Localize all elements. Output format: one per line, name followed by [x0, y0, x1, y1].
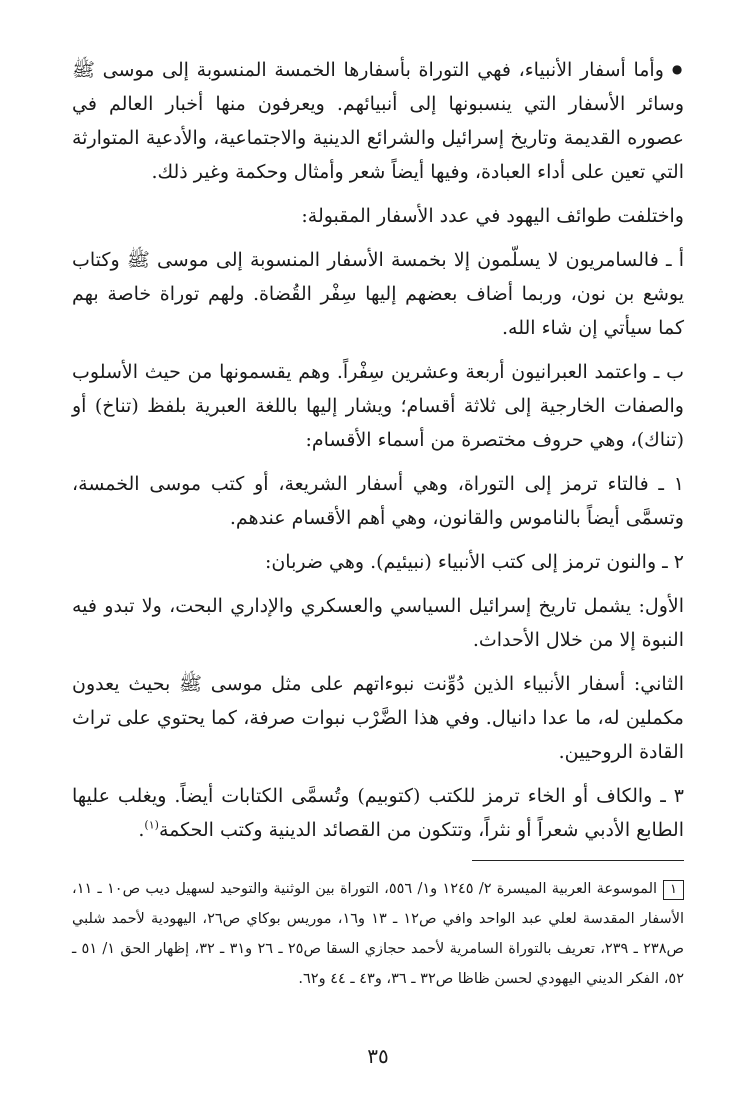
- footnote-number: ١: [663, 880, 684, 900]
- paragraph-torah: ١ ـ فالتاء ترمز إلى التوراة، وهي أسفار الشريعة، أو كتب موسى الخمسة، وتسمَّى أيضاً بالناموس والقانون، وهي أهم الأقسام عندهم.: [72, 473, 684, 529]
- paragraph-sects-intro: واختلفت طوائف اليهود في عدد الأسفار المقبولة:: [301, 205, 684, 227]
- paragraph-ketuvim: [72, 779, 684, 847]
- page-number: ٣٥: [367, 1044, 389, 1068]
- paragraph-ketuvim-text: ٣ ـ والكاف أو الخاء ترمز للكتب (كتوبيم) وتُسمَّى الكتابات أيضاً. ويغلب عليها الطابع الأدبي شعراً أو نثراً، وتتكون من القصائد الدينية وكتب الحكمة: [72, 785, 684, 841]
- paragraph-second-kind: الثاني: أسفار الأنبياء الذين دُوِّنت نبوءاتهم على مثل موسى ﷺ بحيث يعدون مكملين له، ما عدا دانيال. وفي هذا الضَّرْب نبوات صرفة، كما يحتوي على تراث القادة الروحيين.: [72, 673, 684, 763]
- footnote-text: الموسوعة العربية الميسرة ٢/ ١٢٤٥ و١/ ٥٥٦، التوراة بين الوثنية والتوحيد لسهيل ديب ص١٠ ـ ١١، الأسفار المقدسة لعلي عبد الواحد وافي ص١٢ ـ ١٣ و١٦، موريس بوكاي ص٢٦، اليهودية لأحمد شلبي ص٢٣٨ ـ ٢٣٩، تعريف بالتوراة السامرية لأحمد حجازي السقا ص٢٥ ـ ٢٦ و٣١ ـ ٣٢، إظهار الحق ١/ ٥١ ـ ٥٢، الفكر الديني اليهودي لحسن ظاظا ص٣٢ ـ ٣٦، و٤٣ ـ ٤٤ و٦٢.: [72, 881, 685, 987]
- paragraph-prophets-books: ● وأما أسفار الأنبياء، فهي التوراة بأسفارها الخمسة المنسوبة إلى موسى ﷺ وسائر الأسفار التي ينسبونها إلى أنبيائهم. ويعرفون منها أخبار العالم في عصوره القديمة وتاريخ إسرائيل والشرائع الدينية والاجتماعية، والأدعية المتوارثة التي تعين على أداء العبادة، وفيها أيضاً شعر وأمثال وحكمة وغير ذلك.: [72, 52, 684, 189]
- paragraph-ketuvim-period: .: [138, 819, 145, 841]
- document-page: [72, 52, 685, 1068]
- footnote-separator: [472, 860, 684, 861]
- footnote: [72, 874, 684, 994]
- paragraph-samaritans: أ ـ فالسامريون لا يسلّمون إلا بخمسة الأسفار المنسوبة إلى موسى ﷺ وكتاب يوشع بن نون، وربما أضاف بعضهم إليها سِفْر القُضاة. ولهم توراة خاصة بهم كما سيأتي إن شاء الله.: [72, 249, 684, 339]
- footnote-reference[interactable]: (١): [144, 818, 159, 832]
- paragraph-hebrews: ب ـ واعتمد العبرانيون أربعة وعشرين سِفْراً. وهم يقسمونها من حيث الأسلوب والصفات الخارجية إلى ثلاثة أقسام؛ ويشار إليها باللغة العبرية بلفظ (تناخ) أو (تناك)، وهي حروف مختصرة من أسماء الأقسام:: [72, 361, 684, 451]
- paragraph-neviim: ٢ ـ والنون ترمز إلى كتب الأنبياء (نبيئيم). وهي ضربان:: [264, 551, 684, 573]
- paragraph-first-kind: الأول: يشمل تاريخ إسرائيل السياسي والعسكري والإداري البحت، ولا تبدو فيه النبوة إلا من خلال الأحداث.: [72, 595, 684, 651]
